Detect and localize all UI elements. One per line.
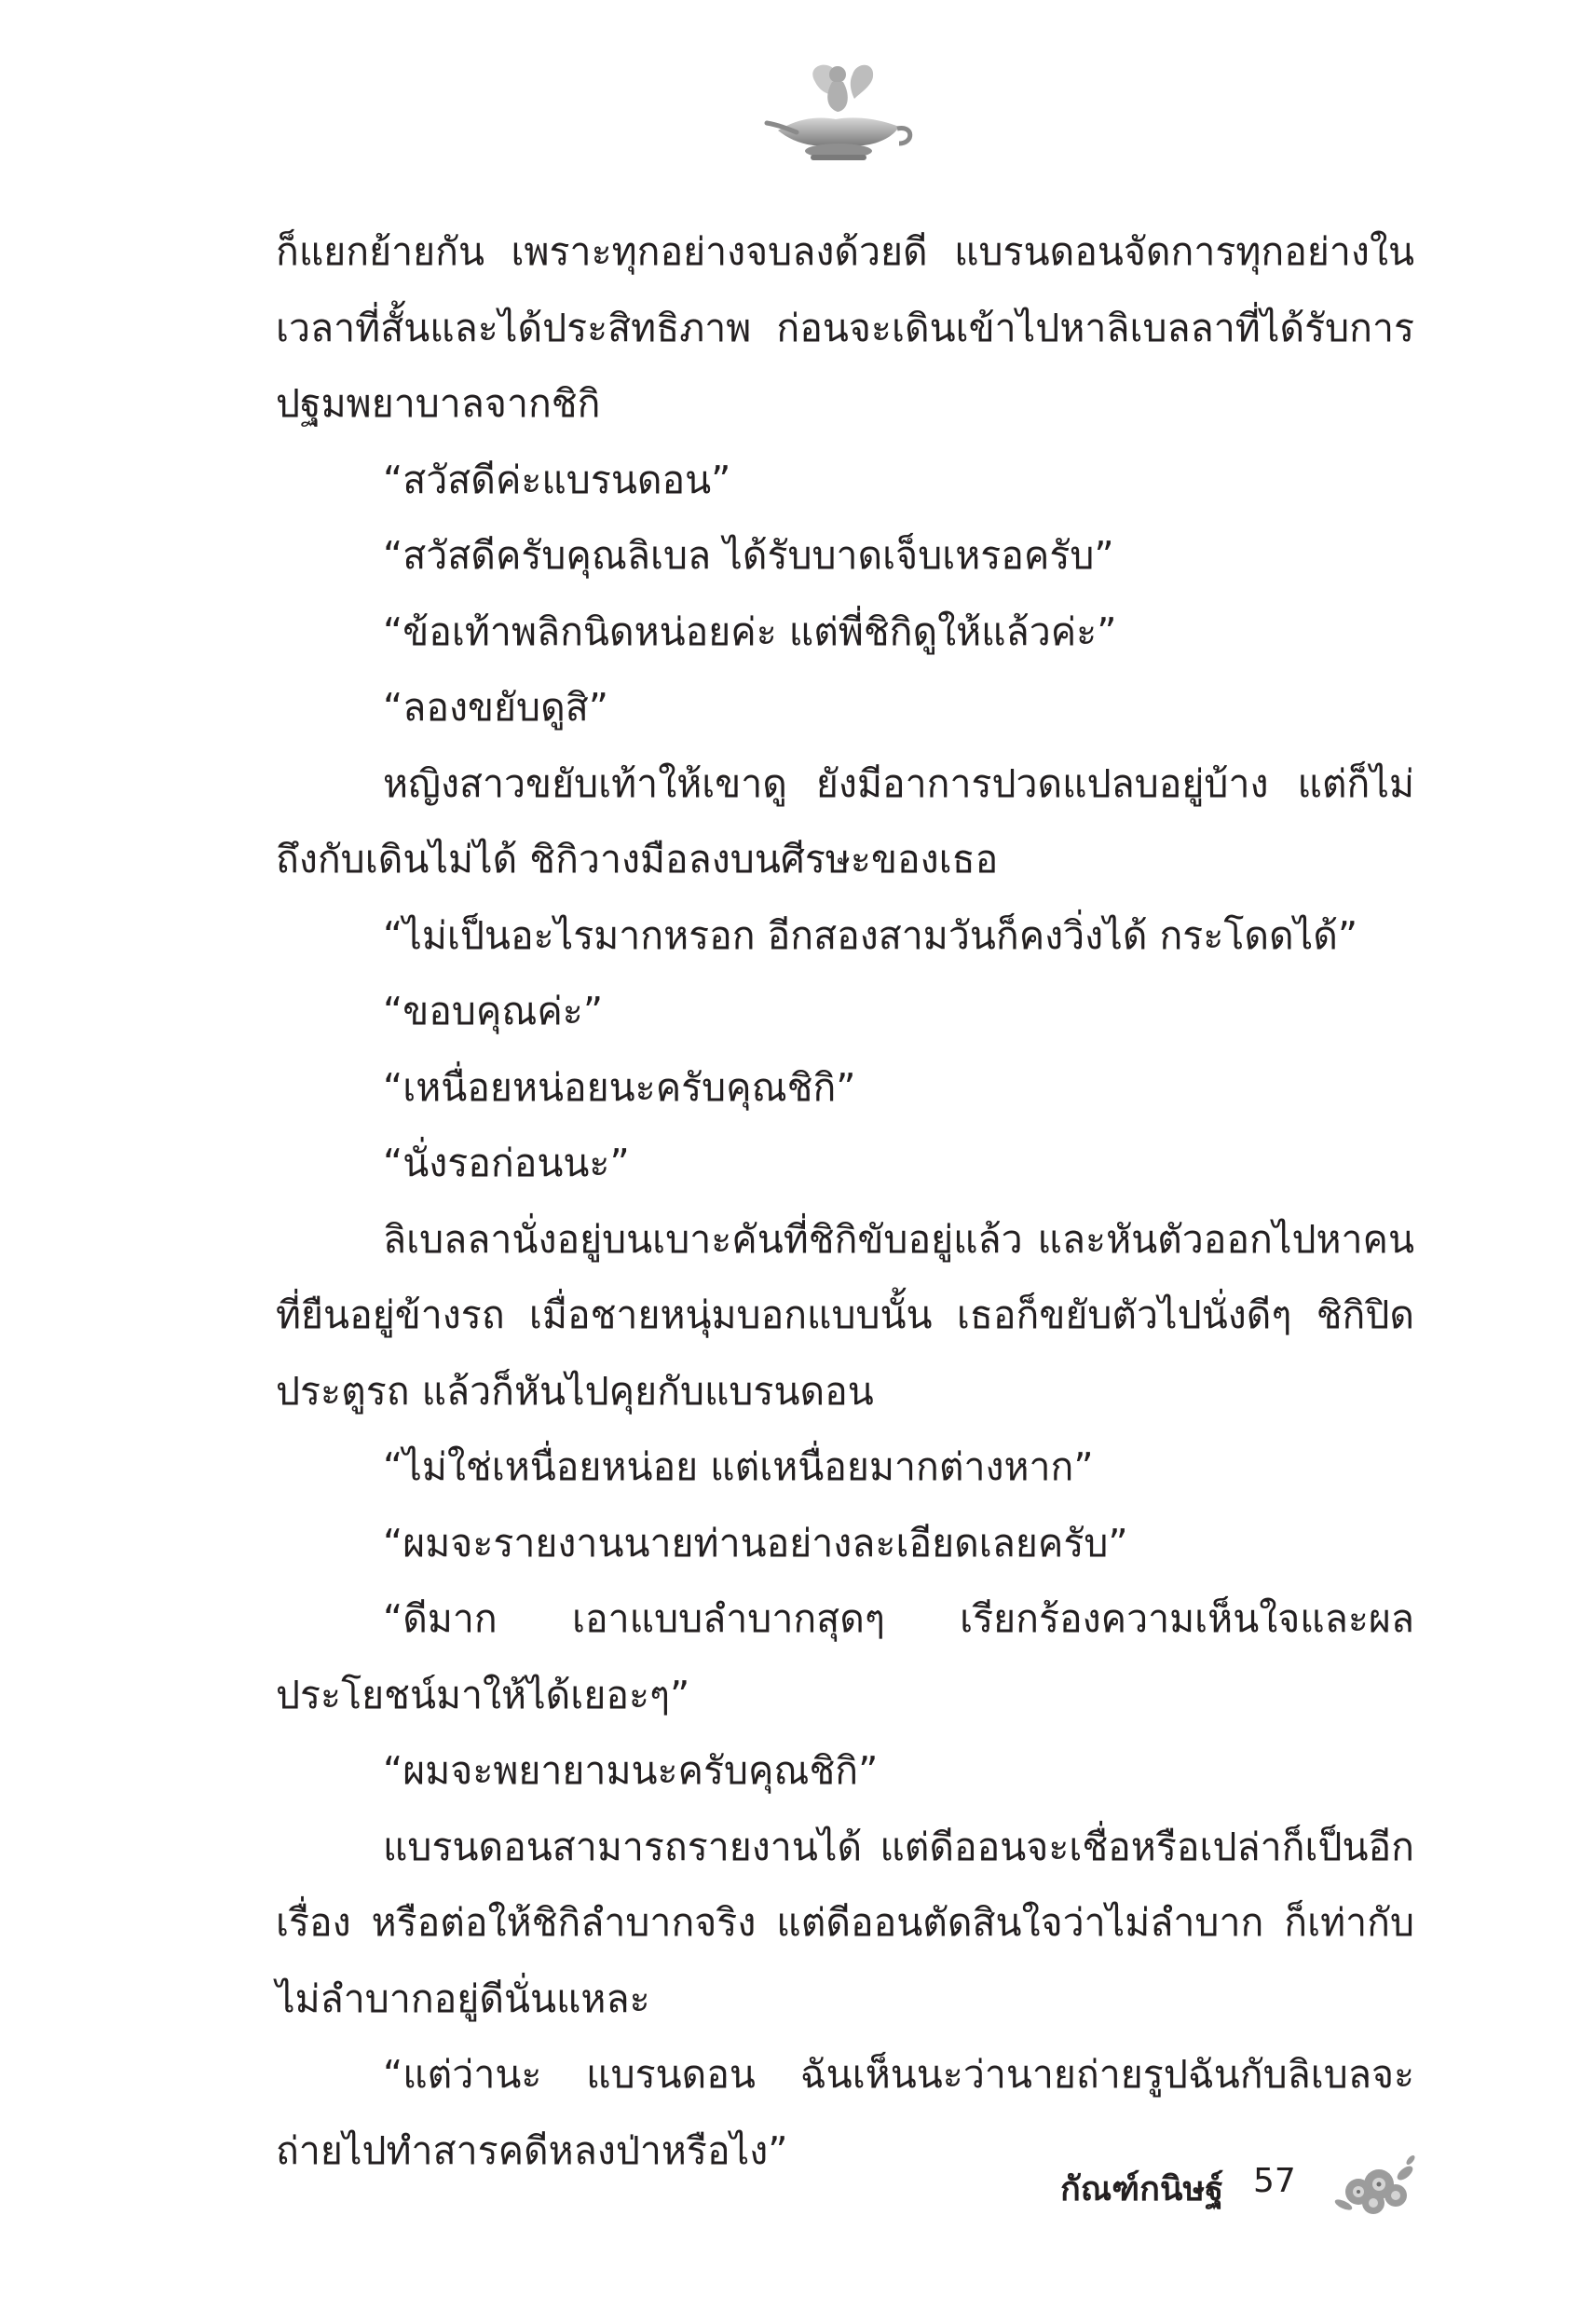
paragraph: “แต่ว่านะ แบรนดอน ฉันเห็นนะว่านายถ่ายรูปฉันกับลิเบลจะถ่ายไปทำสารคดีหลงป่าหรือไง” <box>276 2052 1414 2173</box>
page-footer <box>0 2153 1596 2227</box>
paragraph: “ขอบคุณค่ะ” <box>383 989 604 1033</box>
paragraph: “ผมจะรายงานนายท่านอย่างละเอียดเลยครับ” <box>383 1520 1128 1566</box>
paragraph: “ข้อเท้าพลิกนิดหน่อยค่ะ แต่พี่ชิกิดูให้แล้วค่ะ” <box>383 609 1117 654</box>
paragraph: หญิงสาวขยับเท้าให้เขาดู ยังมีอาการปวดแปลบอยู่บ้าง แต่ก็ไม่ถึงกับเดินไม่ได้ ชิกิวางมือลงบนศีรษะของเธอ <box>276 760 1414 882</box>
book-title: กัณฑ์กนิษฐ์ <box>1060 2170 1224 2208</box>
paragraph: “ลองขยับดูสิ” <box>383 685 608 730</box>
paragraph: แบรนดอนสามารถรายงานได้ แต่ดีออนจะเชื่อหรือเปล่าก็เป็นอีกเรื่อง หรือต่อให้ชิกิลำบากจริง แต่ดีออนตัดสินใจว่าไม่ลำบาก ก็เท่ากับไม่ลำบากอยู่ดีนั่นแหละ <box>276 1824 1414 2021</box>
paragraph: ก็แยกย้ายกัน เพราะทุกอย่างจบลงด้วยดี แบรนดอนจัดการทุกอย่างในเวลาที่สั้นและได้ประสิทธิภาพ ก่อนจะเดินเข้าไปหาลิเบลลาที่ได้รับการปฐมพยาบาลจากชิกิ <box>276 229 1414 426</box>
flower-bouquet-icon <box>1330 2153 1419 2222</box>
paragraph: “เหนื่อยหน่อยนะครับคุณชิกิ” <box>383 1064 856 1110</box>
paragraph: “นั่งรอก่อนนะ” <box>383 1141 630 1185</box>
paragraph: “ผมจะพยายามนะครับคุณชิกิ” <box>383 1748 879 1793</box>
paragraph: “ไม่เป็นอะไรมากหรอก อีกสองสามวันก็คงวิ่งได้ กระโดดได้” <box>383 912 1358 958</box>
paragraph: “ดีมาก เอาแบบลำบากสุดๆ เรียกร้องความเห็นใจและผลประโยชน์มาให้ได้เยอะๆ” <box>276 1596 1414 1717</box>
genie-lamp-icon <box>759 54 913 166</box>
paragraph: “ไม่ใช่เหนื่อยหน่อย แต่เหนื่อยมากต่างหาก” <box>383 1444 1094 1489</box>
paragraph: “สวัสดีค่ะแบรนดอน” <box>383 457 731 502</box>
paragraph: ลิเบลลานั่งอยู่บนเบาะคันที่ชิกิขับอยู่แล้ว และหันตัวออกไปหาคนที่ยืนอยู่ข้างรถ เมื่อชายหนุ่มบอกแบบนั้น เธอก็ขยับตัวไปนั่งดีๆ ชิกิปิดประตูรถ แล้วก็หันไปคุยกับแบรนดอน <box>276 1216 1414 1414</box>
page-number: 57 <box>1253 2162 1296 2200</box>
body-text <box>276 214 1414 2189</box>
paragraph: “สวัสดีครับคุณลิเบล ได้รับบาดเจ็บเหรอครับ” <box>383 533 1114 578</box>
